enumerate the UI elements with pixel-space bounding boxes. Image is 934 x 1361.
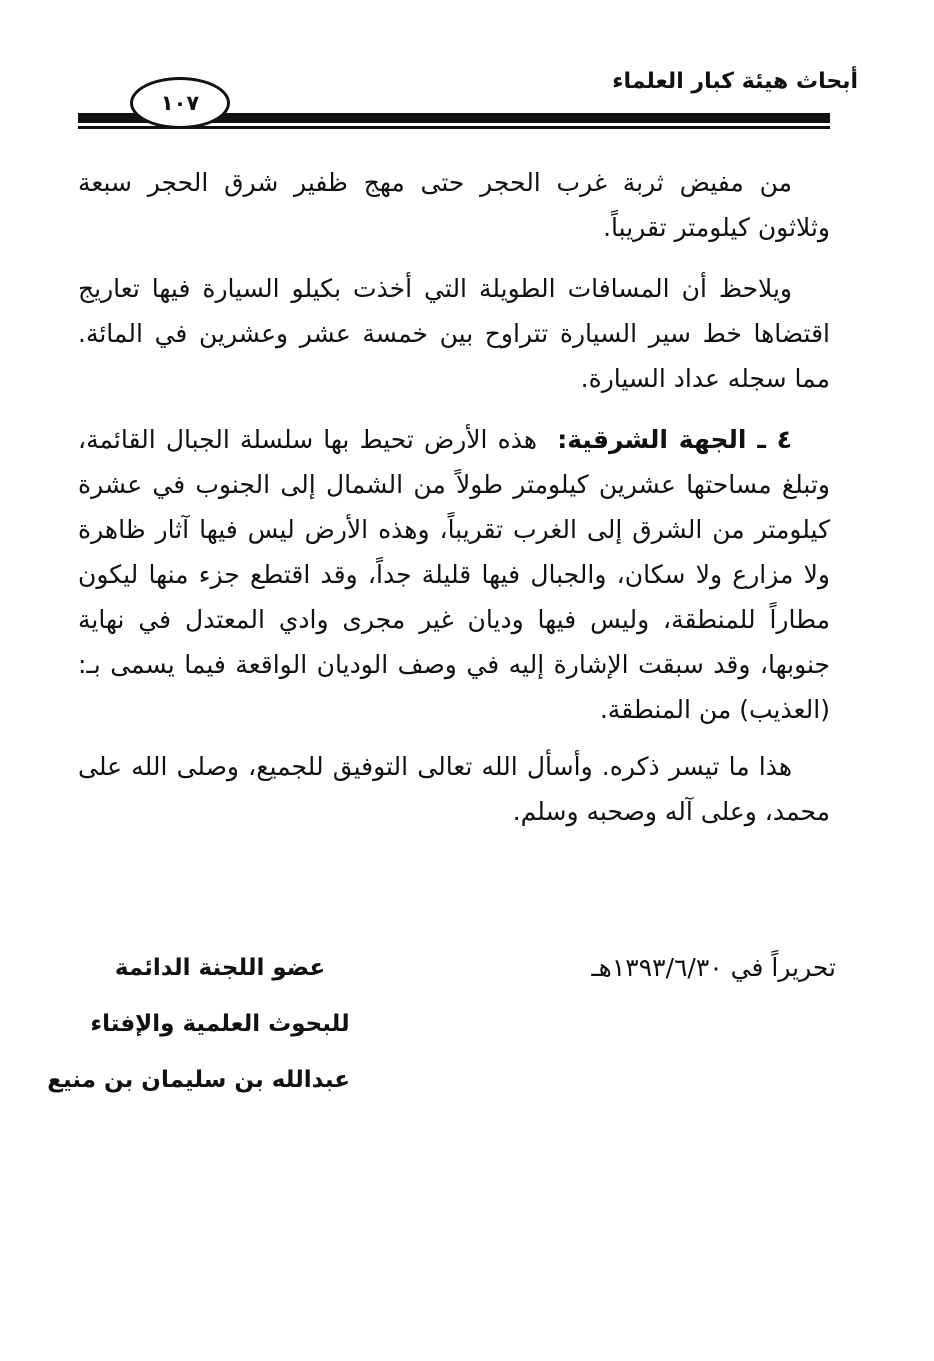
body-text: [78, 160, 830, 850]
signature-title: عضو اللجنة الدائمة: [114, 955, 326, 981]
running-title: أبحاث هيئة كبار العلماء: [612, 69, 858, 94]
paragraph-eastern-side: [78, 417, 830, 732]
signature-block: [47, 950, 350, 1118]
document-date: تحريراً في ١٣٩٣/٦/٣٠هـ: [591, 953, 836, 982]
signature-name: عبدالله بن سليمان بن منيع: [47, 1067, 350, 1093]
paragraph-odometer-note: ويلاحظ أن المسافات الطويلة التي أخذت بكيلو السيارة فيها تعاريج اقتضاها خط سير السيارة تتراوح بين خمسة عشر وعشرين في المائة. مما سجله عداد السيارة.: [78, 274, 830, 393]
paragraph-closing: هذا ما تيسر ذكره. وأسأل الله تعالى التوفيق للجميع، وصلى الله على محمد، وعلى آله وصحبه وسلم.: [78, 752, 830, 826]
paragraph-distance-west: من مفيض ثربة غرب الحجر حتى مهج ظفير شرق الحجر سبعة وثلاثون كيلومتر تقريباً.: [78, 168, 830, 242]
page-number-oval: [130, 77, 230, 129]
paragraph-eastern-body: هذه الأرض تحيط بها سلسلة الجبال القائمة، وتبلغ مساحتها عشرين كيلومتر طولاً من الشمال إلى الجنوب في عشرة كيلومتر من الشرق إلى الغرب تقريباً، وهذه الأرض ليس فيها آثار ظاهرة ولا مزارع ولا سكان، والجبال فيها قليلة جداً، وقد اقتطع جزء منها ليكون مطاراً للمنطقة، وليس فيها وديان غير مجرى وادي المعتدل في نهاية جنوبها، وقد سبقت الإشارة إليه في وصف الوديان الواقعة فيما يسمى بـ: (العذيب) من المنطقة.: [78, 425, 830, 724]
page-number: ١٠٧: [160, 90, 200, 115]
signature-committee: للبحوث العلمية والإفتاء: [90, 1011, 350, 1037]
point-heading-eastern: ٤ ـ الجهة الشرقية:: [557, 425, 792, 454]
